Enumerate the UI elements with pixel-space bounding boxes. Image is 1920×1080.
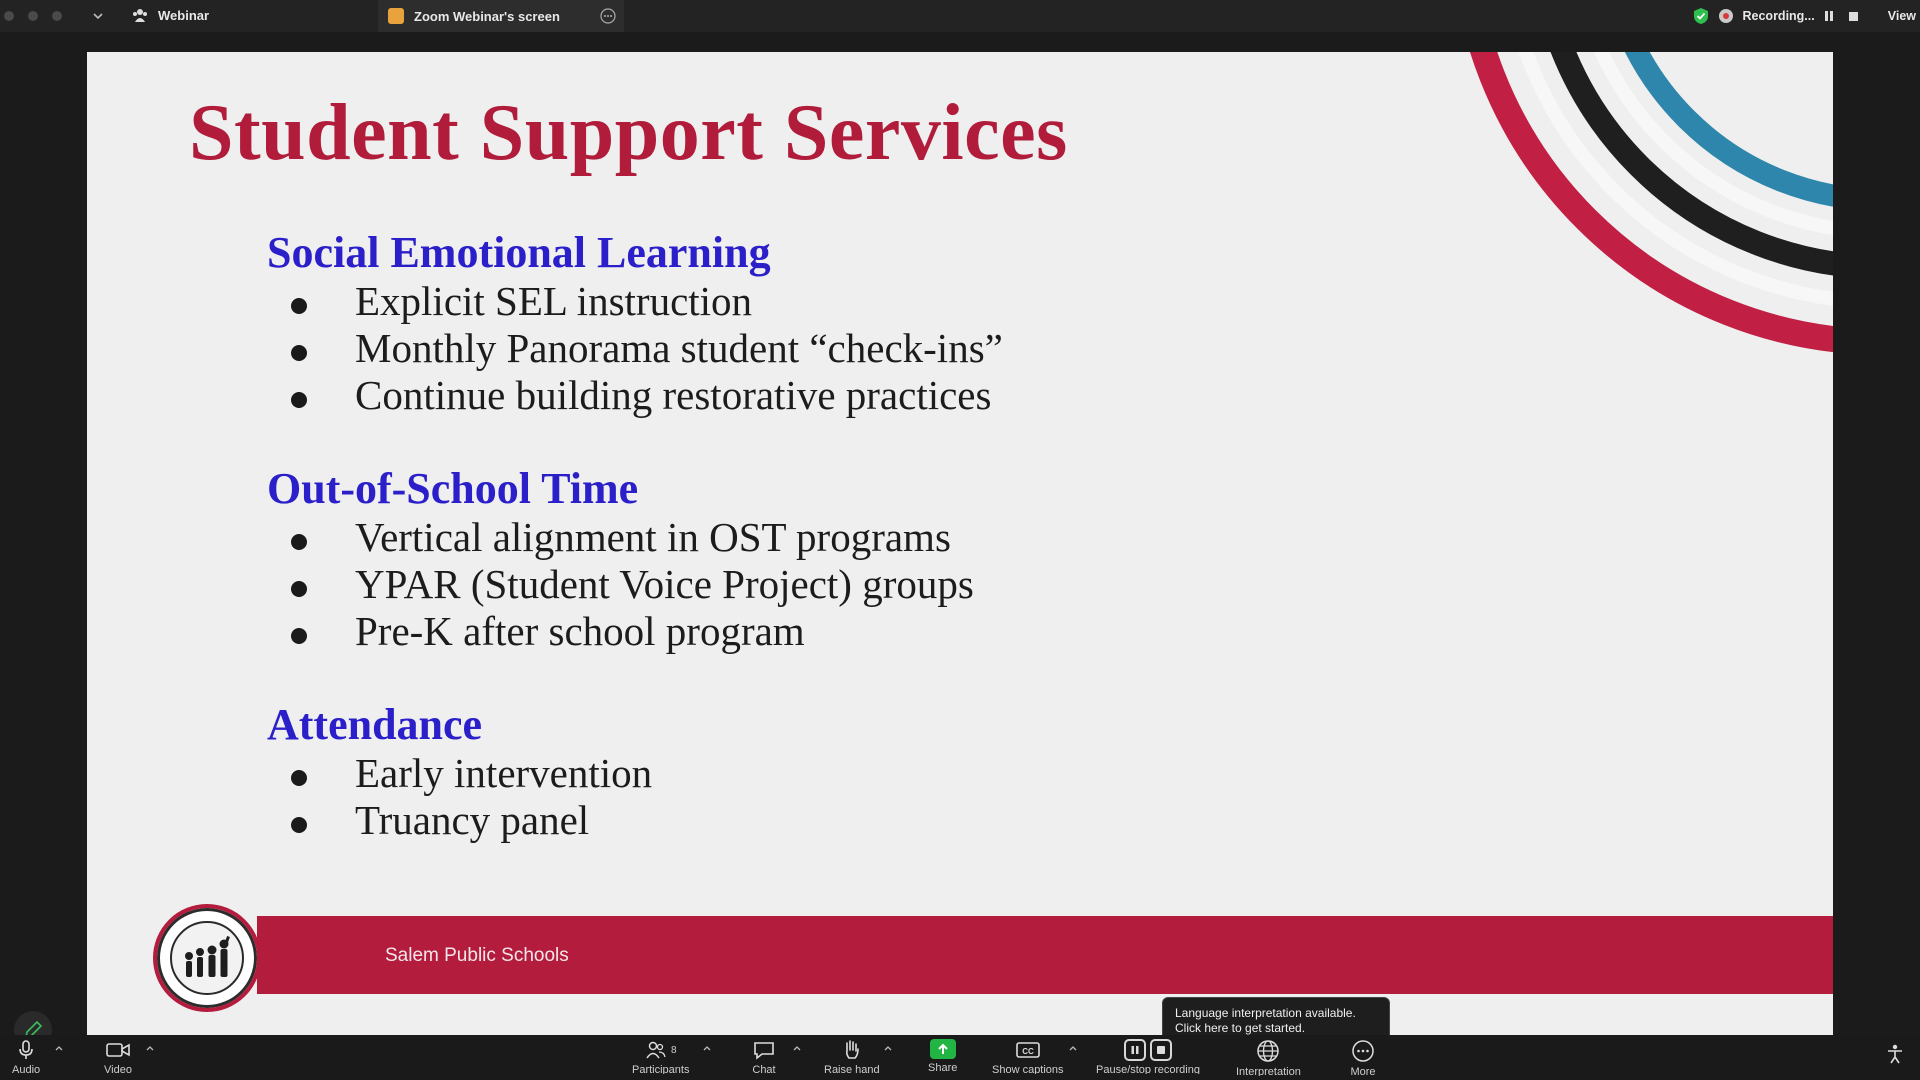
list-item-text: Early intervention [355, 750, 653, 796]
globe-icon [1256, 1039, 1280, 1063]
minimize-window-button[interactable] [28, 11, 38, 21]
microphone-icon [16, 1039, 36, 1061]
tooltip-line2: Click here to get started. [1175, 1021, 1306, 1035]
tab-shared-screen[interactable] [378, 0, 624, 32]
list-item [267, 797, 652, 844]
bullet-list [267, 750, 652, 844]
presentation-slide [87, 52, 1833, 1035]
list-item-text: YPAR (Student Voice Project) groups [355, 561, 974, 607]
list-item-text: Explicit SEL instruction [355, 278, 753, 324]
shared-screen-area [0, 32, 1920, 1035]
tooltip-line1: Language interpretation available. [1175, 1006, 1356, 1020]
bullet-list [267, 514, 974, 655]
family-silhouette-icon [167, 918, 247, 998]
list-item [267, 608, 974, 655]
list-item [267, 372, 1003, 419]
cc-icon [1015, 1039, 1041, 1061]
tab-shared-screen-label: Zoom Webinar's screen [414, 8, 560, 24]
raise-hand-label: Raise hand [824, 1064, 880, 1074]
chevron-up-icon[interactable] [883, 1043, 893, 1053]
tab-webinar[interactable] [132, 7, 209, 23]
audio-button[interactable] [12, 1039, 40, 1074]
webinar-icon [132, 7, 148, 23]
recording-button-label: Pause/stop recording [1096, 1064, 1200, 1074]
ellipsis-icon [1350, 1039, 1376, 1063]
recording-icon [1719, 9, 1733, 23]
stop-icon[interactable] [1849, 12, 1858, 21]
section-heading: Out-of-School Time [267, 464, 639, 513]
close-window-button[interactable] [4, 11, 14, 21]
bullet-icon [291, 628, 307, 644]
chat-icon [752, 1039, 776, 1061]
maximize-window-button[interactable] [52, 11, 62, 21]
share-icon [930, 1039, 956, 1059]
pause-icon[interactable] [1825, 11, 1833, 21]
title-bar [0, 0, 1920, 32]
bullet-list [267, 278, 1003, 419]
share-label: Share [928, 1062, 958, 1072]
video-label: Video [104, 1064, 132, 1074]
accessibility-icon[interactable] [1884, 1043, 1906, 1065]
list-item [267, 561, 974, 608]
recording-status [1693, 6, 1920, 26]
interpretation-button[interactable] [1236, 1039, 1301, 1076]
list-item [267, 750, 652, 797]
recording-label: Recording... [1742, 9, 1815, 23]
participants-icon [645, 1039, 667, 1061]
participant-count: 8 [670, 1044, 677, 1056]
bullet-icon [291, 581, 307, 597]
more-button[interactable] [1350, 1039, 1376, 1076]
footer-text: Salem Public Schools [385, 945, 569, 966]
chat-label: Chat [752, 1064, 776, 1074]
video-button[interactable] [104, 1039, 132, 1074]
bullet-icon [291, 534, 307, 550]
pause-icon [1124, 1039, 1146, 1061]
section-attendance [267, 700, 652, 844]
participants-label: Participants [632, 1064, 690, 1074]
chevron-up-icon[interactable] [54, 1043, 64, 1053]
section-sel [267, 228, 1003, 419]
list-item-text: Truancy panel [355, 797, 590, 843]
chat-button[interactable] [752, 1039, 776, 1074]
meeting-toolbar [0, 1035, 1920, 1080]
section-heading: Attendance [267, 700, 483, 749]
stop-icon [1150, 1039, 1172, 1061]
bullet-icon [291, 345, 307, 361]
decorative-arcs [1413, 52, 1833, 382]
section-heading: Social Emotional Learning [267, 228, 771, 277]
view-button[interactable]: View [1887, 9, 1916, 23]
svg-text:CC: CC [1021, 1047, 1034, 1056]
shield-icon [1693, 7, 1709, 25]
recording-controls [1124, 1039, 1172, 1061]
list-item-text: Monthly Panorama student “check-ins” [355, 325, 1003, 371]
chevron-up-icon[interactable] [145, 1043, 155, 1053]
bullet-icon [291, 770, 307, 786]
captions-button[interactable] [992, 1039, 1064, 1074]
chevron-down-icon[interactable] [90, 8, 106, 24]
list-item [267, 514, 974, 561]
chevron-up-icon[interactable] [702, 1043, 712, 1053]
tab-webinar-label: Webinar [158, 7, 210, 23]
list-item [267, 278, 1003, 325]
school-logo [153, 904, 261, 1012]
raise-hand-button[interactable] [824, 1039, 880, 1074]
list-item-text: Pre-K after school program [355, 608, 805, 654]
hand-icon [841, 1039, 863, 1061]
chevron-up-icon[interactable] [792, 1043, 802, 1053]
share-button[interactable] [928, 1039, 957, 1072]
bullet-icon [291, 817, 307, 833]
screen-share-icon [388, 8, 404, 24]
list-item-text: Continue building restorative practices [355, 372, 992, 418]
captions-label: Show captions [992, 1064, 1064, 1074]
interpretation-label: Interpretation [1236, 1066, 1301, 1076]
slide-title: Student Support Services [189, 89, 1068, 177]
camera-icon [105, 1039, 131, 1061]
section-ost [267, 464, 974, 655]
list-item [267, 325, 1003, 372]
bullet-icon [291, 298, 307, 314]
more-label: More [1350, 1066, 1376, 1076]
audio-label: Audio [12, 1064, 41, 1074]
chevron-up-icon[interactable] [1068, 1043, 1078, 1053]
pause-stop-recording-button[interactable] [1096, 1039, 1200, 1074]
participants-button[interactable] [632, 1039, 689, 1074]
more-icon[interactable] [600, 8, 616, 24]
list-item-text: Vertical alignment in OST programs [355, 514, 951, 560]
window-controls [4, 11, 62, 21]
bullet-icon [291, 392, 307, 408]
